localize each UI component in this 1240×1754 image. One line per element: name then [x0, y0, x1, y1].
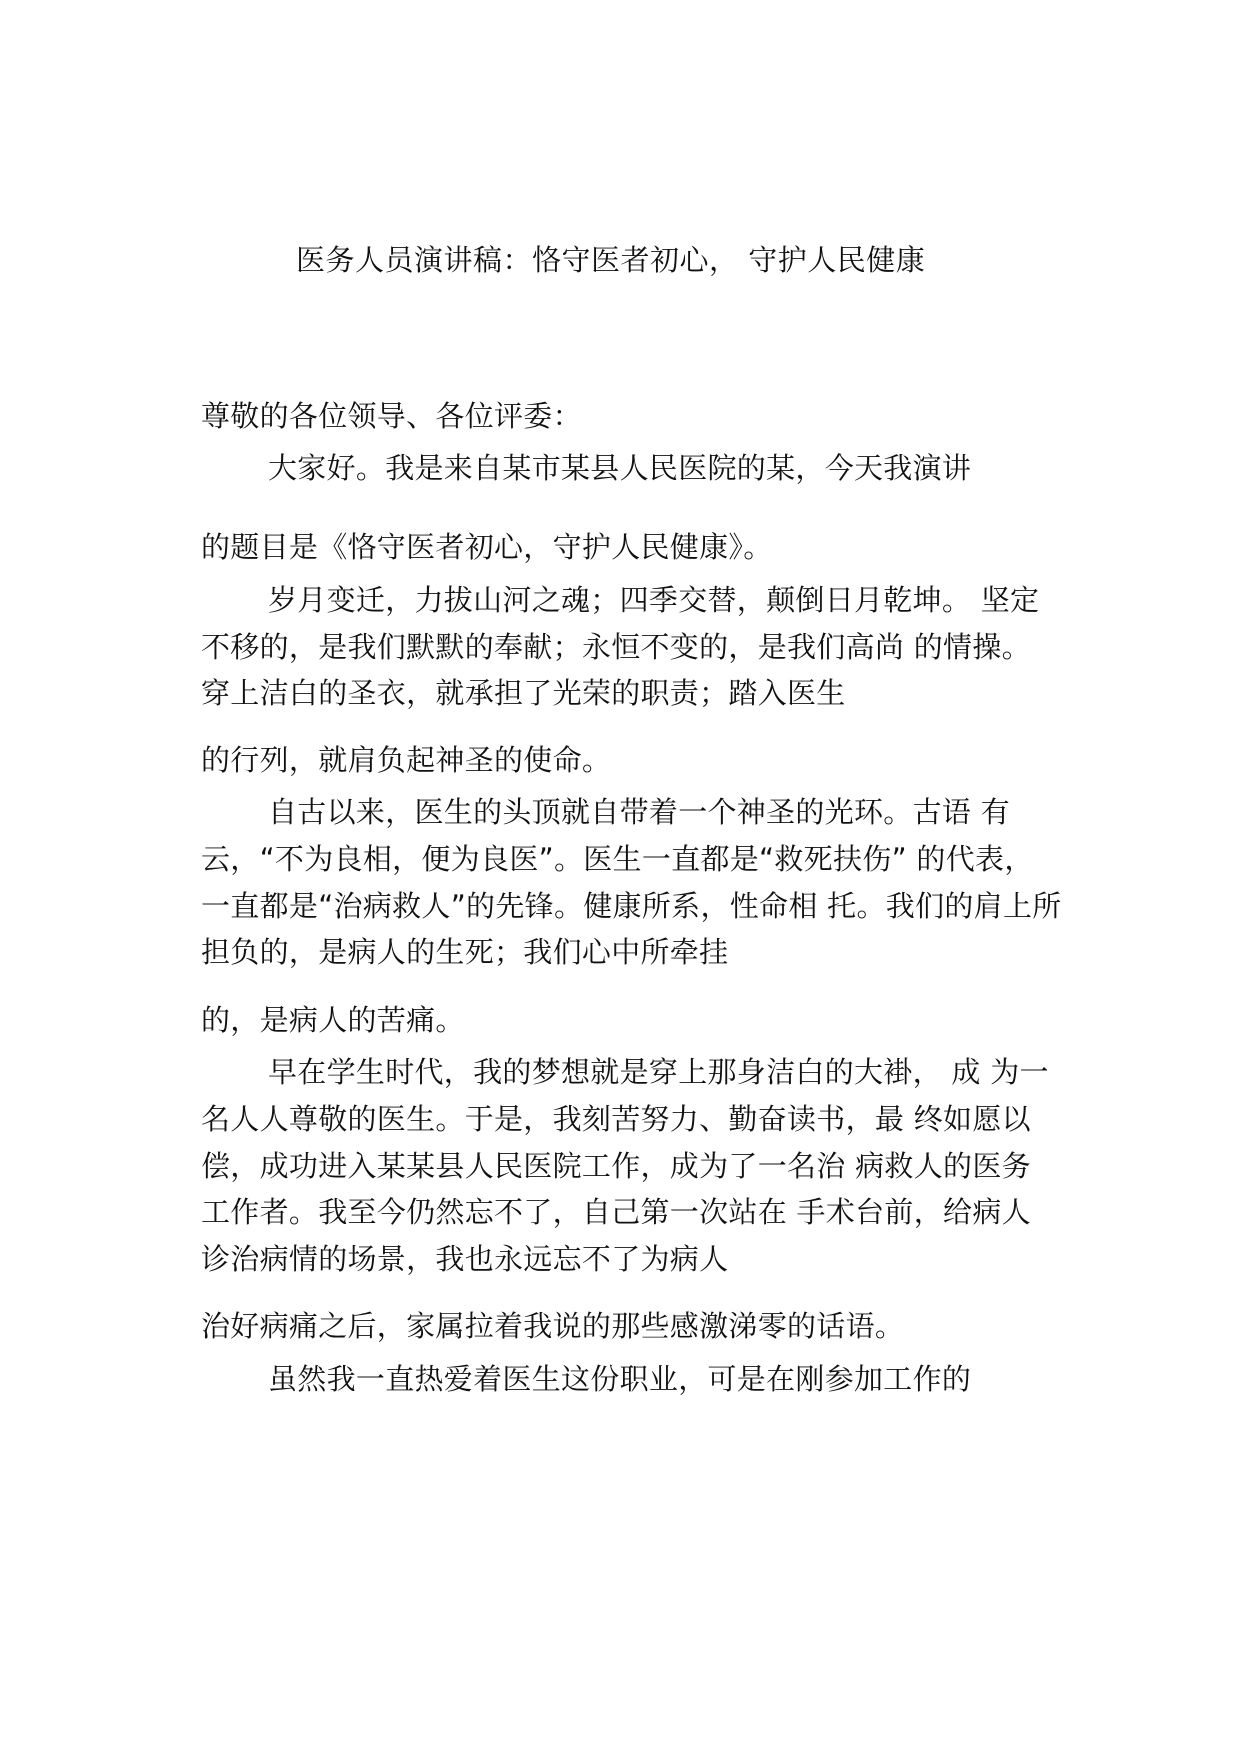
paragraph-line: 穿上洁白的圣衣，就承担了光荣的职责；踏入医生: [201, 676, 846, 710]
paragraph-line: 治好病痛之后，家属拉着我说的那些感激涕零的话语。: [201, 1309, 905, 1343]
paragraph-line: 的行列，就肩负起神圣的使命。: [201, 743, 612, 777]
paragraph-line: 一直都是“治病救人”的先锋。健康所系，性命相 托。我们的肩上所: [201, 889, 1062, 923]
paragraph-line: 岁月变迁，力拔山河之魂；四季交替，颠倒日月乾坤。 坚定: [268, 583, 1040, 617]
paragraph-line: 虽然我一直热爱着医生这份职业，可是在刚参加工作的: [268, 1362, 972, 1396]
document-title: 医务人员演讲稿：恪守医者初心， 守护人民健康: [296, 243, 926, 277]
paragraph-line: 大家好。我是来自某市某县人民医院的某，今天我演讲: [268, 451, 972, 485]
paragraph-line: 担负的，是病人的生死；我们心中所牵挂: [201, 935, 729, 969]
paragraph-line: 不移的，是我们默默的奉献；永恒不变的，是我们高尚 的情操。: [201, 630, 1031, 664]
paragraph-line: 的，是病人的苦痛。: [201, 1003, 465, 1037]
paragraph-line: 诊治病情的场景，我也永远忘不了为病人: [201, 1242, 729, 1276]
paragraph-line: 偿，成功进入某某县人民医院工作，成为了一名治 病救人的医务: [201, 1149, 1031, 1183]
paragraph-line: 云，“不为良相，便为良医”。医生一直都是“救死扶伤” 的代表，: [201, 842, 1034, 876]
paragraph-line: 早在学生时代，我的梦想就是穿上那身洁白的大褂， 成 为一: [268, 1055, 1049, 1089]
salutation-line: 尊敬的各位领导、各位评委：: [201, 399, 582, 433]
paragraph-line: 名人人尊敬的医生。于是，我刻苦努力、勤奋读书，最 终如愿以: [201, 1102, 1031, 1136]
paragraph-line: 工作者。我至今仍然忘不了，自己第一次站在 手术台前，给病人: [201, 1195, 1031, 1229]
paragraph-line: 自古以来，医生的头顶就自带着一个神圣的光环。古语 有: [268, 795, 1011, 829]
paragraph-line: 的题目是《恪守医者初心，守护人民健康》。: [201, 530, 773, 564]
